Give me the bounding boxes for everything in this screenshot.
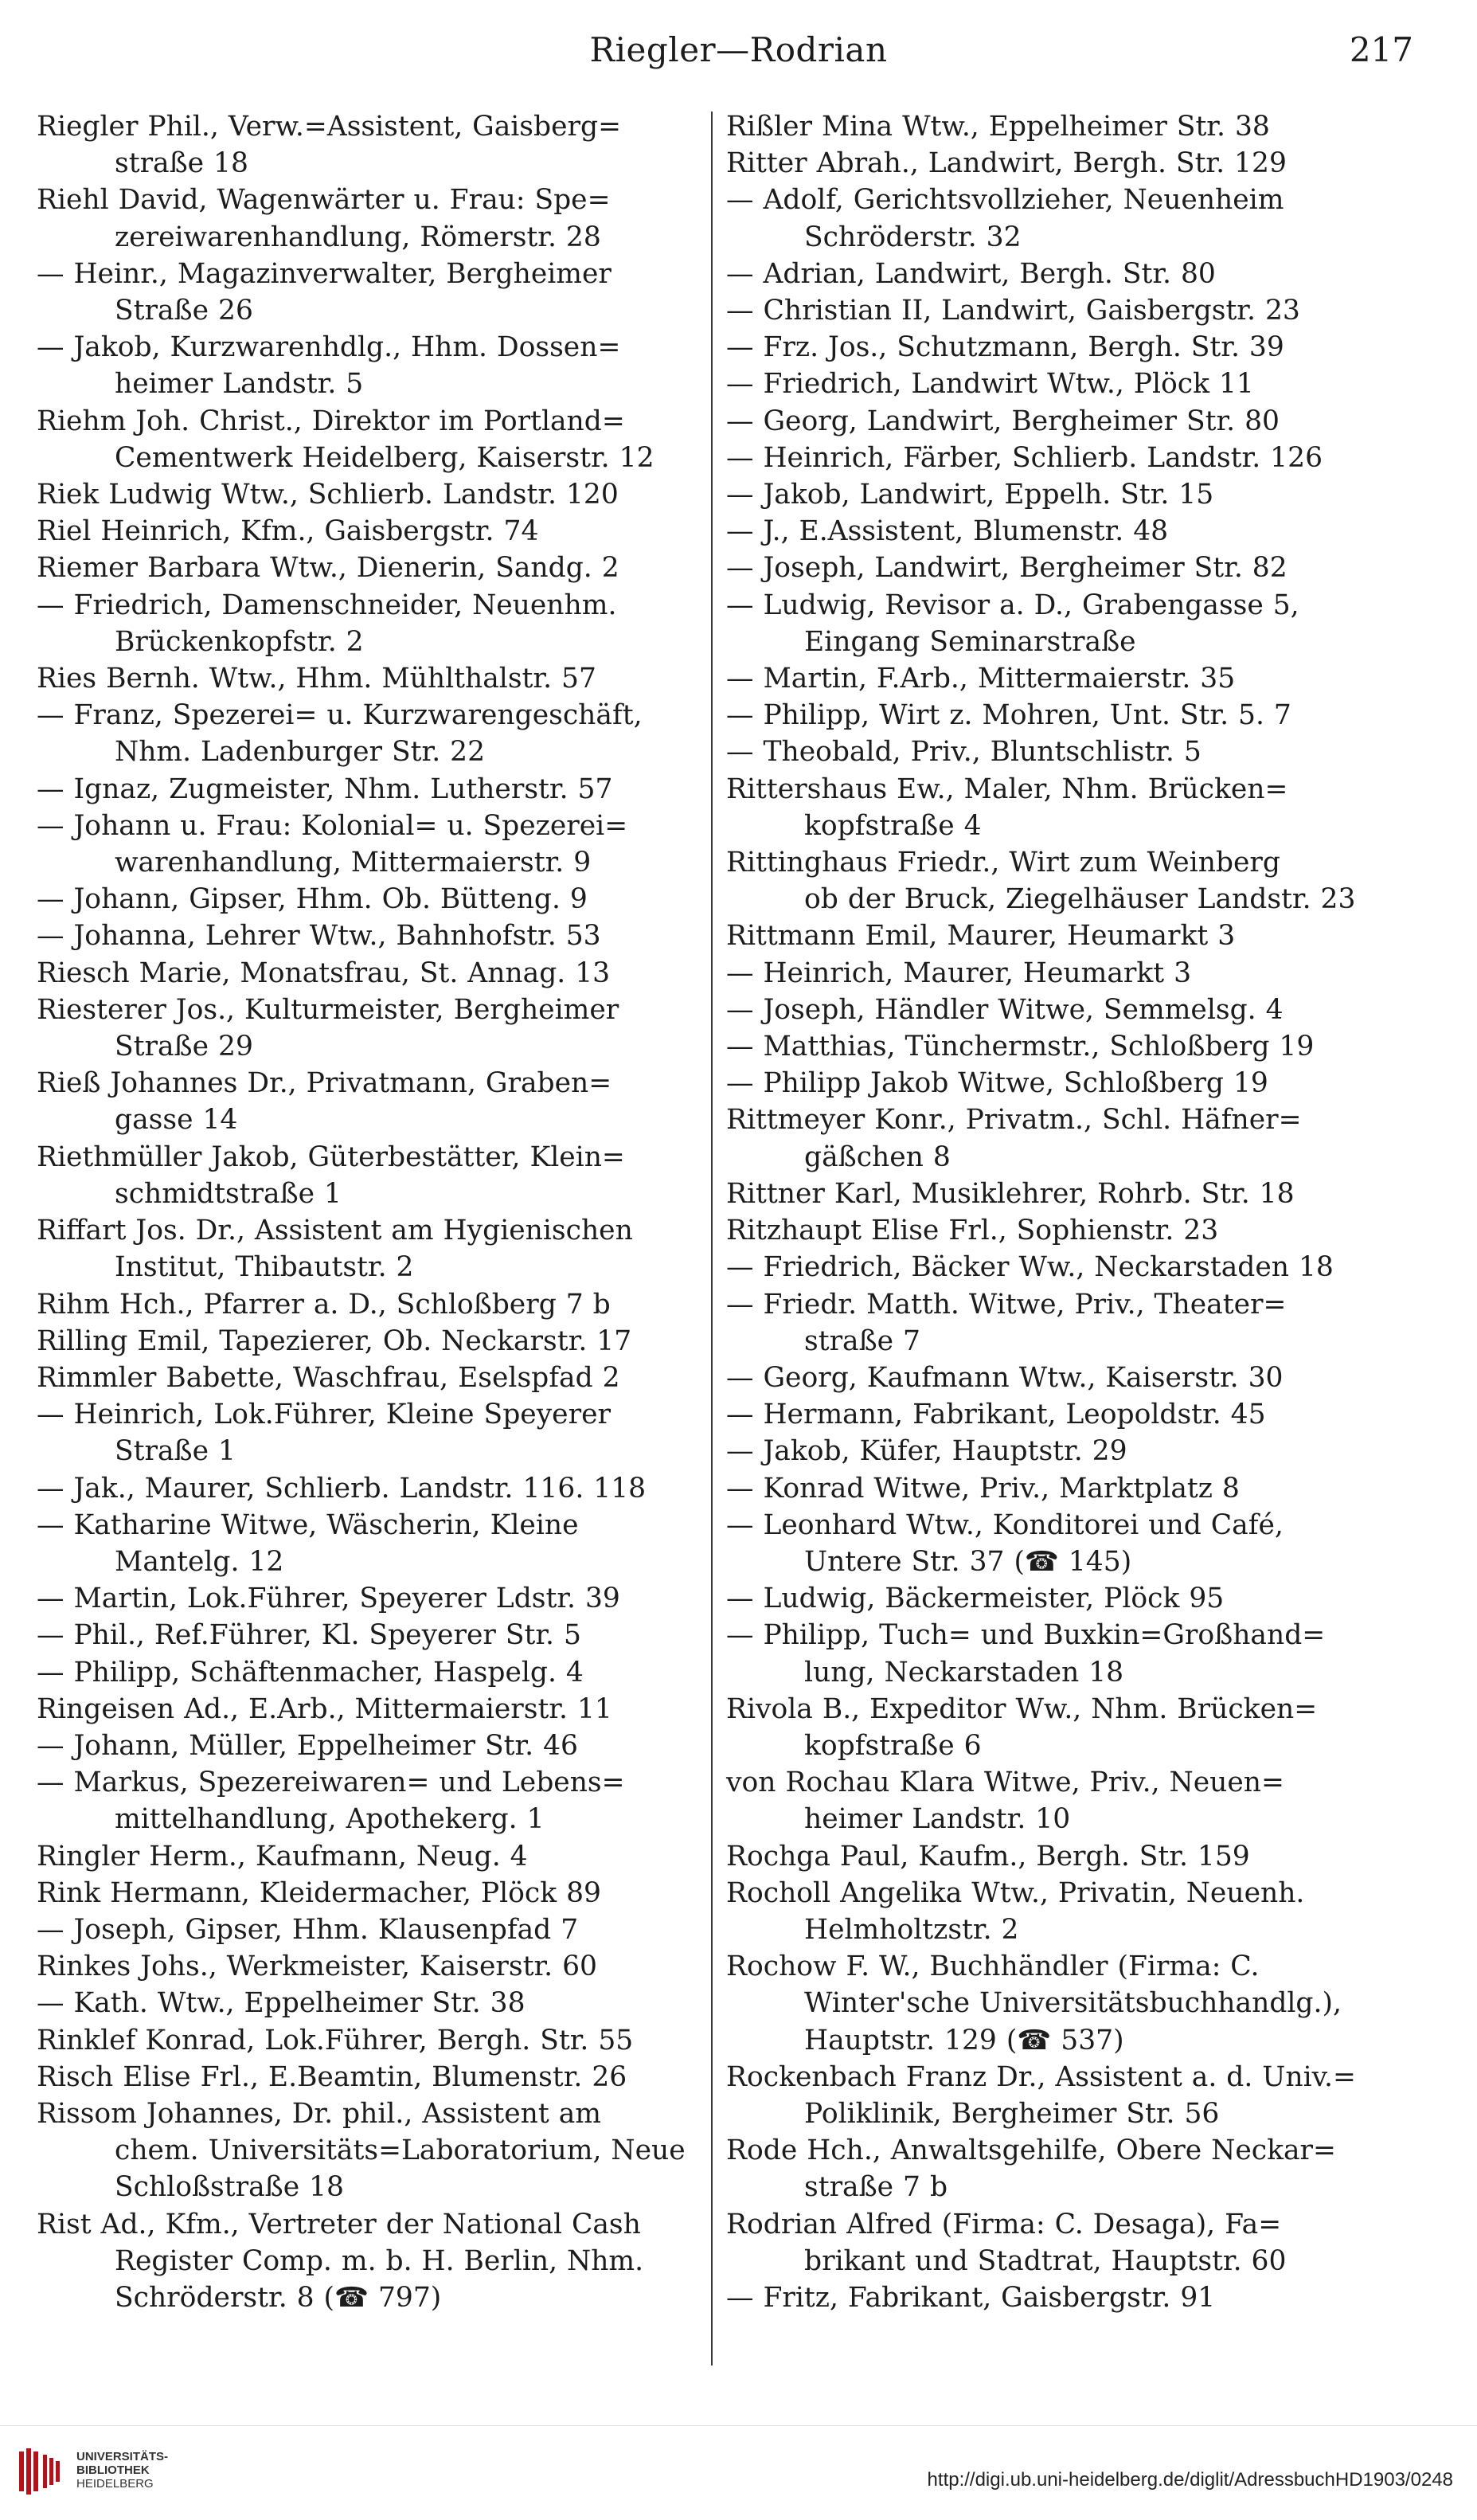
entry-continuation: chem. Universitäts=Laboratorium, Neue: [115, 2135, 686, 2167]
directory-entry: [37, 918, 721, 954]
directory-entry: [726, 660, 1411, 697]
entry-line: — Jakob, Landwirt, Eppelh. Str. 15: [726, 479, 1214, 511]
directory-entry: [37, 1948, 721, 1985]
library-name-line: BIBLIOTHEK: [76, 2463, 150, 2477]
directory-entry: [726, 697, 1411, 734]
entry-line: — Martin, F.Arb., Mittermaierstr. 35: [726, 663, 1236, 695]
entry-continuation: Winter'sche Universitätsbuchhandlg.),: [804, 1987, 1342, 2020]
entry-line: — Jakob, Kurzwarenhdlg., Hhm. Dossen=: [37, 331, 621, 364]
directory-entry: [726, 108, 1411, 145]
directory-entry: [726, 587, 1411, 660]
directory-entry: [726, 918, 1411, 954]
directory-entry: [37, 992, 721, 1065]
entry-continuation: schmidtstraße 1: [115, 1177, 342, 1210]
directory-entry: [726, 771, 1411, 844]
entry-line: — Martin, Lok.Führer, Speyerer Ldstr. 39: [37, 1583, 620, 1615]
directory-entry: [37, 1912, 721, 1948]
entry-line: — Friedrich, Landwirt Wtw., Plöck 11: [726, 368, 1254, 401]
entry-line: — Hermann, Fabrikant, Leopoldstr. 45: [726, 1399, 1266, 1431]
left-column: [37, 108, 721, 2316]
entry-continuation: Mantelg. 12: [115, 1545, 284, 1578]
entry-line: — Friedrich, Bäcker Ww., Neckarstaden 18: [726, 1251, 1334, 1284]
entry-line: — J., E.Assistent, Blumenstr. 48: [726, 515, 1169, 548]
entry-line: — Johanna, Lehrer Wtw., Bahnhofstr. 53: [37, 920, 601, 953]
library-name-line: HEIDELBERG: [76, 2477, 154, 2491]
entry-line: — Konrad Witwe, Priv., Marktplatz 8: [726, 1472, 1240, 1505]
directory-entry: [37, 2095, 721, 2206]
entry-continuation: Institut, Thibautstr. 2: [115, 1251, 414, 1284]
directory-entry: [37, 1470, 721, 1507]
directory-entry: [37, 1728, 721, 1764]
entry-continuation: lung, Neckarstaden 18: [804, 1656, 1124, 1688]
entry-line: Riesterer Jos., Kulturmeister, Bergheimer: [37, 993, 619, 1026]
entry-line: Rodrian Alfred (Firma: C. Desaga), Fa=: [726, 2208, 1282, 2240]
entry-continuation: straße 7 b: [804, 2171, 948, 2204]
entry-line: Rochow F. W., Buchhändler (Firma: C.: [726, 1951, 1260, 1983]
entry-continuation: brikant und Stadtrat, Hauptstr. 60: [804, 2244, 1287, 2277]
entry-line: Rode Hch., Anwaltsgehilfe, Obere Neckar=: [726, 2135, 1336, 2167]
directory-entry: [37, 2022, 721, 2059]
directory-entry: [37, 1691, 721, 1728]
directory-entry: [726, 992, 1411, 1028]
directory-entry: [37, 1875, 721, 1912]
entry-continuation: warenhandlung, Mittermaierstr. 9: [115, 847, 592, 879]
entry-line: — Heinr., Magazinverwalter, Bergheimer: [37, 257, 612, 290]
directory-entry: [726, 1580, 1411, 1617]
entry-line: Ries Bernh. Wtw., Hhm. Mühlthalstr. 57: [37, 663, 596, 695]
entry-continuation: Untere Str. 37 (☎ 145): [804, 1545, 1132, 1578]
directory-entry: [726, 1617, 1411, 1690]
directory-entry: [726, 476, 1411, 513]
entry-line: Ritzhaupt Elise Frl., Sophienstr. 23: [726, 1215, 1219, 1247]
directory-entry: [726, 1507, 1411, 1580]
entry-line: — Theobald, Priv., Bluntschlistr. 5: [726, 736, 1202, 769]
entry-continuation: straße 18: [115, 147, 248, 180]
directory-entry: [726, 513, 1411, 550]
directory-entry: [726, 844, 1411, 918]
entry-line: Riesch Marie, Monatsfrau, St. Annag. 13: [37, 957, 611, 989]
entry-continuation: heimer Landstr. 10: [804, 1803, 1071, 1836]
entry-line: — Ludwig, Revisor a. D., Grabengasse 5,: [726, 589, 1299, 621]
entry-continuation: Brückenkopfstr. 2: [115, 625, 364, 658]
directory-entry: [37, 697, 721, 770]
directory-entry: [37, 2059, 721, 2095]
directory-entry: [726, 1212, 1411, 1249]
directory-entry: [726, 1028, 1411, 1065]
entry-line: — Franz, Spezerei= u. Kurzwarengeschäft,: [37, 699, 643, 732]
entry-line: Riek Ludwig Wtw., Schlierb. Landstr. 120: [37, 479, 619, 511]
directory-entry: [37, 550, 721, 586]
directory-entry: [37, 587, 721, 660]
directory-entry: [37, 329, 721, 402]
entry-line: Rissom Johannes, Dr. phil., Assistent am: [37, 2097, 601, 2130]
directory-entry: [726, 2279, 1411, 2316]
entry-line: Rieß Johannes Dr., Privatmann, Graben=: [37, 1067, 612, 1100]
directory-entry: [37, 513, 721, 550]
entry-line: Riethmüller Jakob, Güterbestätter, Klein=: [37, 1141, 625, 1173]
entry-line: — Johann, Müller, Eppelheimer Str. 46: [37, 1729, 578, 1762]
directory-entry: [37, 1507, 721, 1580]
entry-line: — Jakob, Küfer, Hauptstr. 29: [726, 1435, 1127, 1468]
entry-line: — Friedrich, Damenschneider, Neuenhm.: [37, 589, 617, 621]
directory-entry: [37, 108, 721, 182]
entry-line: — Heinrich, Maurer, Heumarkt 3: [726, 957, 1192, 989]
directory-entry: [726, 182, 1411, 255]
directory-entry: [726, 2206, 1411, 2279]
directory-entry: [726, 292, 1411, 329]
directory-entry: [726, 1102, 1411, 1175]
entry-line: Rink Hermann, Kleidermacher, Plöck 89: [37, 1876, 601, 1909]
directory-entry: [726, 1875, 1411, 1948]
directory-entry: [37, 182, 721, 255]
entry-line: Rittner Karl, Musiklehrer, Rohrb. Str. 18: [726, 1177, 1295, 1210]
directory-entry: [37, 2206, 721, 2317]
directory-entry: [726, 440, 1411, 476]
entry-continuation: Register Comp. m. b. H. Berlin, Nhm.: [115, 2244, 644, 2277]
entry-line: Rißler Mina Wtw., Eppelheimer Str. 38: [726, 111, 1270, 143]
directory-entry: [37, 476, 721, 513]
entry-line: — Friedr. Matth. Witwe, Priv., Theater=: [726, 1288, 1287, 1321]
entry-line: Riemer Barbara Wtw., Dienerin, Sandg. 2: [37, 552, 619, 585]
entry-line: — Philipp, Schäftenmacher, Haspelg. 4: [37, 1656, 584, 1688]
entry-line: — Johann, Gipser, Hhm. Ob. Bütteng. 9: [37, 883, 588, 916]
page-title: Riegler—Rodrian: [589, 30, 888, 69]
directory-entry: [726, 1433, 1411, 1469]
directory-entry: [37, 881, 721, 918]
entry-line: Ringler Herm., Kaufmann, Neug. 4: [37, 1840, 528, 1872]
entry-line: — Christian II, Landwirt, Gaisbergstr. 23: [726, 295, 1300, 327]
entry-line: — Johann u. Frau: Kolonial= u. Spezerei=: [37, 809, 628, 842]
source-url[interactable]: http://digi.ub.uni-heidelberg.de/diglit/AdressbuchHD1903/0248: [927, 2469, 1453, 2491]
entry-continuation: mittelhandlung, Apothekerg. 1: [115, 1803, 545, 1836]
entry-line: — Georg, Landwirt, Bergheimer Str. 80: [726, 405, 1280, 437]
directory-entry: [37, 955, 721, 992]
entry-line: Riffart Jos. Dr., Assistent am Hygienischen: [37, 1215, 633, 1247]
entry-line: — Georg, Kaufmann Wtw., Kaiserstr. 30: [726, 1361, 1284, 1394]
entry-line: — Jak., Maurer, Schlierb. Landstr. 116. 118: [37, 1472, 647, 1505]
directory-entry: [726, 1249, 1411, 1285]
library-name-line: UNIVERSITÄTS-: [76, 2450, 169, 2463]
directory-entry: [726, 2059, 1411, 2132]
directory-entry: [37, 1617, 721, 1653]
entry-line: Riegler Phil., Verw.=Assistent, Gaisberg=: [37, 111, 622, 143]
directory-entry: [37, 1580, 721, 1617]
directory-entry: [726, 366, 1411, 402]
directory-entry: [726, 1360, 1411, 1396]
directory-entry: [37, 1139, 721, 1212]
entry-line: — Joseph, Gipser, Hhm. Klausenpfad 7: [37, 1913, 579, 1946]
entry-continuation: Nhm. Ladenburger Str. 22: [115, 736, 486, 769]
directory-entry: [726, 1948, 1411, 2059]
directory-entry: [37, 660, 721, 697]
entry-line: Rist Ad., Kfm., Vertreter der National Cash: [37, 2208, 641, 2240]
entry-line: Rihm Hch., Pfarrer a. D., Schloßberg 7 b: [37, 1288, 611, 1321]
entry-line: Riehm Joh. Christ., Direktor im Portland=: [37, 405, 625, 437]
footer: [0, 2425, 1477, 2506]
entry-line: — Philipp, Wirt z. Mohren, Unt. Str. 5. 7: [726, 699, 1291, 732]
directory-entry: [37, 256, 721, 329]
entry-line: Riehl David, Wagenwärter u. Frau: Spe=: [37, 184, 611, 217]
entry-line: — Adrian, Landwirt, Bergh. Str. 80: [726, 257, 1216, 290]
directory-entry: [726, 145, 1411, 182]
directory-entry: [726, 1176, 1411, 1212]
entry-line: Rinkes Johs., Werkmeister, Kaiserstr. 60: [37, 1951, 597, 1983]
directory-entry: [726, 1396, 1411, 1433]
directory-entry: [37, 1323, 721, 1360]
entry-continuation: Helmholtzstr. 2: [804, 1913, 1019, 1946]
directory-entry: [37, 771, 721, 808]
entry-line: — Philipp, Tuch= und Buxkin=Großhand=: [726, 1619, 1326, 1652]
entry-continuation: Cementwerk Heidelberg, Kaiserstr. 12: [115, 441, 654, 474]
directory-entry: [37, 1212, 721, 1285]
entry-line: Riel Heinrich, Kfm., Gaisbergstr. 74: [37, 515, 539, 548]
directory-entry: [37, 1985, 721, 2021]
entry-line: Rockenbach Franz Dr., Assistent a. d. Univ.=: [726, 2060, 1356, 2093]
running-head: [0, 24, 1477, 80]
entry-line: Rittershaus Ew., Maler, Nhm. Brücken=: [726, 773, 1288, 805]
entry-line: — Kath. Wtw., Eppelheimer Str. 38: [37, 1987, 526, 2020]
entry-continuation: gasse 14: [115, 1104, 238, 1137]
entry-line: — Katharine Witwe, Wäscherin, Kleine: [37, 1508, 579, 1541]
directory-entry: [37, 1396, 721, 1469]
directory-entry: [37, 1286, 721, 1323]
directory-entry: [726, 2132, 1411, 2205]
entry-line: Rinklef Konrad, Lok.Führer, Bergh. Str. 55: [37, 2024, 634, 2056]
entry-line: — Heinrich, Lok.Führer, Kleine Speyerer: [37, 1399, 612, 1431]
entry-continuation: zereiwarenhandlung, Römerstr. 28: [115, 221, 601, 253]
directory-entry: [726, 955, 1411, 992]
entry-continuation: ob der Bruck, Ziegelhäuser Landstr. 23: [804, 883, 1356, 916]
entry-continuation: heimer Landstr. 5: [115, 368, 364, 401]
directory-entry: [37, 1360, 721, 1396]
directory-entry: [726, 1691, 1411, 1764]
entry-line: — Fritz, Fabrikant, Gaisbergstr. 91: [726, 2281, 1216, 2314]
directory-entry: [726, 1286, 1411, 1360]
entry-line: Ringeisen Ad., E.Arb., Mittermaierstr. 11: [37, 1692, 612, 1725]
entry-line: — Phil., Ref.Führer, Kl. Speyerer Str. 5: [37, 1619, 581, 1652]
page-number: 217: [1349, 30, 1413, 69]
entry-line: — Joseph, Händler Witwe, Semmelsg. 4: [726, 993, 1284, 1026]
entry-line: Rilling Emil, Tapezierer, Ob. Neckarstr. 17: [37, 1325, 632, 1357]
entry-line: — Leonhard Wtw., Konditorei und Café,: [726, 1508, 1284, 1541]
entry-continuation: Schloßstraße 18: [115, 2171, 344, 2204]
directory-entry: [726, 329, 1411, 366]
entry-line: Rittmann Emil, Maurer, Heumarkt 3: [726, 920, 1236, 953]
entry-continuation: straße 7: [804, 1325, 921, 1357]
entry-line: — Ignaz, Zugmeister, Nhm. Lutherstr. 57: [37, 773, 613, 805]
entry-line: Rittinghaus Friedr., Wirt zum Weinberg: [726, 847, 1281, 879]
entry-continuation: Hauptstr. 129 (☎ 537): [804, 2024, 1124, 2056]
right-column: [726, 108, 1411, 2316]
library-logo: [18, 2444, 209, 2499]
directory-entry: [37, 403, 721, 476]
entry-line: Ritter Abrah., Landwirt, Bergh. Str. 129: [726, 147, 1287, 180]
entry-continuation: kopfstraße 6: [804, 1729, 982, 1762]
entry-line: — Frz. Jos., Schutzmann, Bergh. Str. 39: [726, 331, 1284, 364]
entry-continuation: Schröderstr. 8 (☎ 797): [115, 2281, 442, 2314]
entry-line: — Adolf, Gerichtsvollzieher, Neuenheim: [726, 184, 1284, 217]
entry-continuation: Poliklinik, Bergheimer Str. 56: [804, 2097, 1220, 2130]
directory-entry: [726, 256, 1411, 292]
entry-continuation: Eingang Seminarstraße: [804, 625, 1136, 658]
library-name: [76, 2450, 168, 2491]
directory-entry: [37, 1838, 721, 1875]
entry-line: Rittmeyer Konr., Privatm., Schl. Häfner=: [726, 1104, 1302, 1137]
entry-line: von Rochau Klara Witwe, Priv., Neuen=: [726, 1767, 1284, 1799]
directory-entry: [726, 1764, 1411, 1837]
directory-entry: [37, 1764, 721, 1837]
directory-entry: [37, 1065, 721, 1138]
directory-entry: [726, 403, 1411, 440]
directory-entry: [726, 1838, 1411, 1875]
entry-line: Rocholl Angelika Wtw., Privatin, Neuenh.: [726, 1876, 1305, 1909]
entry-continuation: Straße 26: [115, 295, 253, 327]
column-divider: [711, 112, 713, 2365]
entry-line: — Heinrich, Färber, Schlierb. Landstr. 126: [726, 441, 1323, 474]
entry-line: Rivola B., Expeditor Ww., Nhm. Brücken=: [726, 1692, 1318, 1725]
directory-entry: [726, 1065, 1411, 1102]
entry-line: — Markus, Spezereiwaren= und Lebens=: [37, 1767, 625, 1799]
entry-continuation: Straße 1: [115, 1435, 236, 1468]
directory-entry: [726, 1470, 1411, 1507]
directory-entry: [726, 550, 1411, 586]
directory-entry: [37, 808, 721, 881]
entry-line: Rimmler Babette, Waschfrau, Eselspfad 2: [37, 1361, 620, 1394]
entry-continuation: Schröderstr. 32: [804, 221, 1022, 253]
entry-continuation: Straße 29: [115, 1031, 253, 1063]
directory-entry: [726, 734, 1411, 770]
directory-entry: [37, 1654, 721, 1691]
entry-line: — Joseph, Landwirt, Bergheimer Str. 82: [726, 552, 1287, 585]
entry-line: — Matthias, Tünchermstr., Schloßberg 19: [726, 1031, 1315, 1063]
entry-line: — Philipp Jakob Witwe, Schloßberg 19: [726, 1067, 1268, 1100]
library-seal-icon: [18, 2447, 64, 2496]
entry-line: — Ludwig, Bäckermeister, Plöck 95: [726, 1583, 1225, 1615]
entry-continuation: kopfstraße 4: [804, 809, 982, 842]
entry-line: Risch Elise Frl., E.Beamtin, Blumenstr. 26: [37, 2060, 627, 2093]
entry-line: Rochga Paul, Kaufm., Bergh. Str. 159: [726, 1840, 1250, 1872]
entry-continuation: gäßchen 8: [804, 1141, 951, 1173]
